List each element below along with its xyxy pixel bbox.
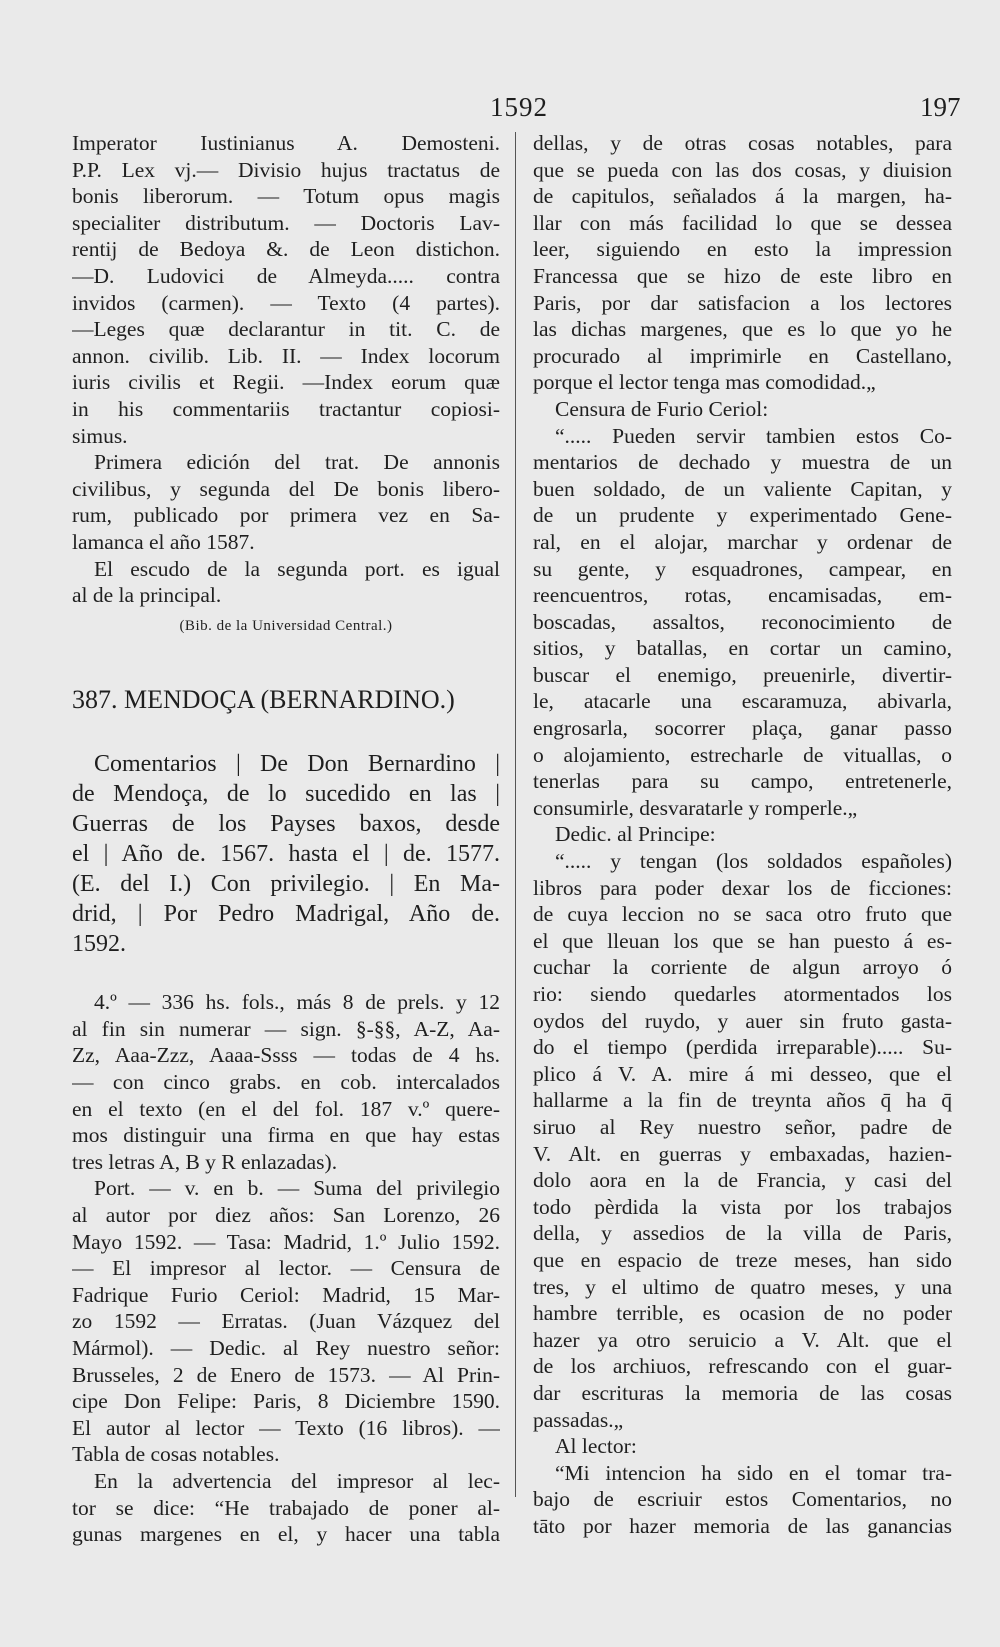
right-column-line: Paris, por dar satisfacion a los lectores bbox=[533, 290, 952, 315]
left-column-line: de Mendoça, de lo sucedido en las | bbox=[72, 781, 500, 808]
right-column-line: mentarios de dechado y muestra de un bbox=[533, 450, 952, 475]
right-column-line: plico á V. A. mire á mi desseo, que el bbox=[533, 1061, 952, 1086]
left-column-line: iuris civilis et Regii. —Index eorum quæ bbox=[72, 370, 500, 395]
left-column-line: Tabla de cosas notables. bbox=[72, 1442, 280, 1467]
right-column-line: tenerlas para su campo, entretenerle, bbox=[533, 769, 952, 794]
left-column-line: —Leges quæ declarantur in tit. C. de bbox=[72, 317, 500, 342]
page-number: 197 bbox=[920, 92, 961, 122]
right-column-line: “..... Pueden servir tambien estos Co- bbox=[555, 423, 952, 448]
left-column-line: tor se dice: “He trabajado de poner al- bbox=[72, 1495, 500, 1520]
right-column-line: boscadas, assaltos, reconocimiento de bbox=[533, 609, 952, 634]
right-column-line: rio: siendo quedarles atormentados los bbox=[533, 982, 952, 1006]
right-column-line: reencuentros, rotas, encamisadas, em- bbox=[533, 583, 952, 608]
right-column-line: bajo de escriuir estos Comentarios, no bbox=[533, 1487, 952, 1512]
right-column-line: le, atacarle una escaramuza, abivarla, bbox=[533, 689, 952, 714]
right-column-line: dar escrituras la memoria de las cosas bbox=[533, 1380, 952, 1405]
right-column-line: de los archiuos, refrescando con el guar- bbox=[533, 1354, 952, 1379]
right-column-line: V. Alt. en guerras y embaxadas, hazien- bbox=[533, 1141, 952, 1166]
right-column-line: Dedic. al Principe: bbox=[555, 822, 716, 847]
left-column-line: 4.º — 336 hs. fols., más 8 de prels. y 12 bbox=[94, 990, 500, 1015]
left-column-line: zo 1592 — Erratas. (Juan Vázquez del bbox=[72, 1309, 500, 1334]
right-column-line: Francessa que se hizo de este libro en bbox=[533, 263, 952, 288]
left-column bbox=[72, 130, 500, 1548]
right-column-line: leer, siguiendo en esto la impression bbox=[533, 237, 952, 262]
left-column-line: rum, publicado por primera vez en Sa- bbox=[72, 503, 500, 528]
left-column-line: Fadrique Furio Ceriol: Madrid, 15 Mar- bbox=[72, 1282, 500, 1307]
left-column-line: — El impresor al lector. — Censura de bbox=[72, 1256, 500, 1281]
right-column-line: “Mi intencion ha sido en el tomar tra- bbox=[555, 1460, 952, 1485]
left-column-line: En la advertencia del impresor al lec- bbox=[94, 1468, 500, 1493]
left-column-line: Zz, Aaa-Zzz, Aaaa-Ssss — todas de 4 hs. bbox=[72, 1043, 500, 1068]
right-column-line: buscar el enemigo, preuenirle, divertir- bbox=[533, 662, 952, 687]
right-column bbox=[533, 130, 952, 1539]
left-column-line: El escudo de la segunda port. es igual bbox=[94, 556, 500, 581]
right-column-line: que en espacio de treze meses, han sido bbox=[533, 1247, 952, 1272]
left-column-line: Imperator Iustinianus A. Demosteni. bbox=[72, 131, 500, 155]
left-column-line: en el texto (en el del fol. 187 v.º quere- bbox=[72, 1096, 500, 1121]
right-column-line: passadas.„ bbox=[533, 1407, 624, 1432]
right-column-line: dellas, y de otras cosas notables, para bbox=[533, 131, 952, 155]
left-column-line: Mármol). — Dedic. al Rey nuestro señor: bbox=[72, 1336, 500, 1360]
running-header-year: 1592 bbox=[490, 92, 548, 122]
right-column-line: buen soldado, de un valiente Capitan, y bbox=[533, 476, 952, 501]
left-column-line: in his commentariis tractantur copiosi- bbox=[72, 396, 500, 421]
right-column-line: dolo aora en la de Francia, y casi del bbox=[533, 1168, 952, 1193]
right-column-line: do el tiempo (perdida irreparable)..... Su- bbox=[533, 1035, 952, 1060]
left-column-line: El autor al lector — Texto (16 libros). — bbox=[72, 1415, 500, 1440]
column-divider bbox=[515, 132, 516, 1497]
left-column-line: —D. Ludovici de Almeyda..... contra bbox=[72, 263, 500, 288]
left-column-line: 1592. bbox=[72, 931, 126, 958]
left-column-line: tres letras A, B y R enlazadas). bbox=[72, 1149, 338, 1174]
left-column-line: gunas margenes en el, y hacer una tabla bbox=[72, 1522, 500, 1547]
right-column-line: todo pèrdida la vista por los trabajos bbox=[533, 1194, 952, 1219]
left-column-line: annon. civilib. Lib. II. — Index locorum bbox=[72, 343, 500, 368]
right-column-line: oydos del ruydo, y auer sin fruto gasta- bbox=[533, 1008, 952, 1033]
left-column-line: invidos (carmen). — Texto (4 partes). bbox=[72, 290, 500, 315]
right-column-line: consumirle, desvaratarle y romperle.„ bbox=[533, 795, 858, 820]
right-column-line: el que lleuan los que se han puesto á es- bbox=[533, 928, 952, 953]
right-column-line: hambre terrible, es ocasion de no poder bbox=[533, 1301, 952, 1326]
left-column-line: rentij de Bedoya &. de Leon distichon. bbox=[72, 237, 500, 262]
left-column-line: Comentarios | De Don Bernardino | bbox=[94, 751, 500, 778]
right-column-line: su gente, y esquadrones, campear, en bbox=[533, 556, 952, 581]
left-column-line: el | Año de. 1567. hasta el | de. 1577. bbox=[72, 841, 500, 868]
right-column-line: de capitulos, señalados á la margen, ha- bbox=[533, 184, 952, 209]
right-column-line: cuchar la corriente de algun arroyo ó bbox=[533, 955, 952, 980]
right-column-line: libros para poder dexar los de ficciones: bbox=[533, 875, 952, 900]
right-column-line: de cuya leccion no se saca otro fruto que bbox=[533, 902, 952, 927]
right-column-line: tres, y el ultimo de quatro meses, y una bbox=[533, 1274, 952, 1299]
right-column-line: ral, en el alojar, marchar y ordenar de bbox=[533, 529, 952, 554]
left-column-line: drid, | Por Pedro Madrigal, Año de. bbox=[72, 901, 500, 928]
left-column-line: mos distinguir una firma en que hay estas bbox=[72, 1123, 500, 1148]
right-column-line: sitios, y batallas, en cortar un camino, bbox=[533, 636, 952, 661]
right-column-line: siruo al Rey nuestro señor, padre de bbox=[533, 1114, 952, 1139]
left-column-line: Brusseles, 2 de Enero de 1573. — Al Prin- bbox=[72, 1362, 500, 1387]
left-column-line: civilibus, y segunda del De bonis libero- bbox=[72, 476, 500, 501]
right-column-line: que se pueda con las dos cosas, y diuision bbox=[533, 157, 952, 182]
right-column-line: “..... y tengan (los soldados españoles) bbox=[555, 849, 952, 874]
left-column-line: al fin sin numerar — sign. §-§§, A-Z, Aa- bbox=[72, 1016, 500, 1041]
right-column-line: de un prudente y experimentado Gene- bbox=[533, 503, 952, 528]
right-column-line: Al lector: bbox=[555, 1434, 637, 1459]
right-column-line: hazer ya otro seruicio a V. Alt. que el bbox=[533, 1327, 952, 1352]
left-column-line: Port. — v. en b. — Suma del privilegio bbox=[94, 1176, 500, 1201]
right-column-line: o alojamiento, estrecharle de vituallas, o bbox=[533, 742, 952, 767]
left-column-line: Primera edición del trat. De annonis bbox=[94, 450, 500, 475]
right-column-line: tāto por hazer memoria de las ganancias bbox=[533, 1513, 952, 1538]
left-column-line: Mayo 1592. — Tasa: Madrid, 1.º Julio 1592. bbox=[72, 1229, 500, 1254]
right-column-line: hallarme a la fin de treynta años q̄ ha q̄ bbox=[533, 1088, 952, 1113]
right-column-line: Censura de Furio Ceriol: bbox=[555, 396, 769, 421]
left-column-line: simus. bbox=[72, 423, 128, 448]
right-column-line: della, y assedios de la villa de Paris, bbox=[533, 1221, 952, 1246]
left-column-line: Guerras de los Payses baxos, desde bbox=[72, 811, 500, 838]
right-column-line: porque el lector tenga mas comodidad.„ bbox=[533, 370, 876, 395]
right-column-line: las dichas margenes, que es lo que yo he bbox=[533, 317, 952, 342]
left-column-line: P.P. Lex vj.— Divisio hujus tractatus de bbox=[72, 157, 500, 182]
left-column-line: (E. del I.) Con privilegio. | En Ma- bbox=[72, 871, 500, 898]
right-column-line: llar con más facilidad lo que se dessea bbox=[533, 210, 952, 235]
entry-heading: 387. MENDOÇA (BERNARDINO.) bbox=[72, 685, 455, 715]
left-column-line: al autor por diez años: San Lorenzo, 26 bbox=[72, 1203, 500, 1228]
left-column-line: al de la principal. bbox=[72, 583, 222, 608]
library-note: (Bib. de la Universidad Central.) bbox=[179, 617, 393, 634]
left-column-line: — con cinco grabs. en cob. intercalados bbox=[72, 1070, 500, 1095]
left-column-line: specialiter distributum. — Doctoris Lav- bbox=[72, 210, 500, 235]
right-column-line: engrosarla, socorrer plaça, ganar passo bbox=[533, 716, 952, 741]
left-column-line: bonis liberorum. — Totum opus magis bbox=[72, 184, 500, 209]
left-column-line: lamanca el año 1587. bbox=[72, 529, 255, 554]
right-column-line: procurado al imprimirle en Castellano, bbox=[533, 343, 952, 368]
left-column-line: cipe Don Felipe: Paris, 8 Diciembre 1590. bbox=[72, 1389, 500, 1414]
